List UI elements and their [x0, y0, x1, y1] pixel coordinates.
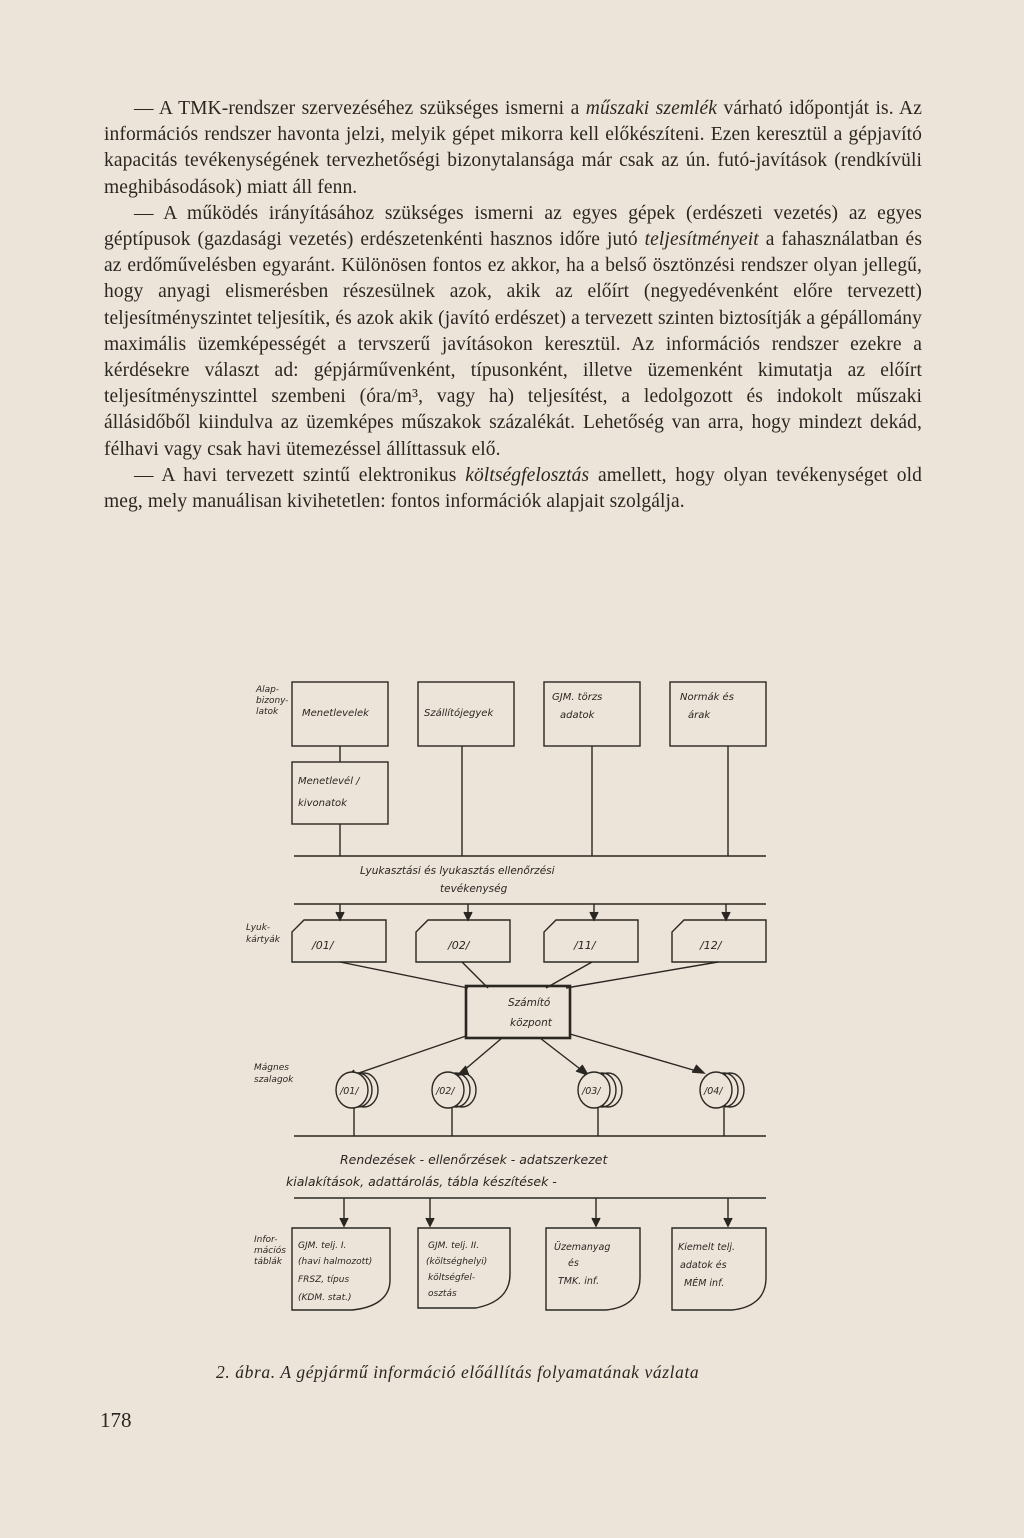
- svg-text:táblák: táblák: [254, 1257, 282, 1267]
- svg-text:Normák és: Normák és: [680, 692, 734, 703]
- svg-text:osztás: osztás: [428, 1289, 457, 1299]
- svg-text:központ: központ: [510, 1017, 552, 1029]
- svg-text:/12/: /12/: [700, 939, 722, 952]
- output-doc-gjm-telj-1: [292, 1228, 390, 1310]
- output-doc-uzemanyag: [546, 1228, 640, 1310]
- computer-center-box: [466, 986, 570, 1038]
- output-doc-gjm-telj-2: [418, 1228, 510, 1308]
- side-label-magnes: [254, 1063, 294, 1085]
- svg-text:(költséghelyi): (költséghelyi): [426, 1257, 488, 1267]
- svg-text:Számító: Számító: [508, 997, 551, 1009]
- svg-text:TMK. inf.: TMK. inf.: [558, 1276, 600, 1287]
- svg-text:adatok és: adatok és: [680, 1260, 727, 1271]
- svg-text:(KDM. stat.): (KDM. stat.): [298, 1293, 352, 1303]
- svg-text:kártyák: kártyák: [246, 935, 281, 945]
- svg-text:GJM. törzs: GJM. törzs: [552, 692, 603, 703]
- svg-text:Lyukasztási és lyukasztás elle: Lyukasztási és lyukasztás ellenőrzési: [360, 865, 555, 877]
- page-number: 178: [100, 1408, 132, 1432]
- svg-text:/02/: /02/: [448, 939, 470, 952]
- svg-text:Mágnes: Mágnes: [254, 1063, 289, 1073]
- svg-text:Rendezések - ellenőrzések - ad: Rendezések - ellenőrzések - adatszerkezet: [340, 1152, 608, 1167]
- svg-text:és: és: [568, 1258, 579, 1269]
- svg-text:tevékenység: tevékenység: [440, 883, 508, 895]
- punch-card-01: [292, 920, 386, 962]
- svg-text:Alap-: Alap-: [256, 685, 280, 695]
- svg-text:kivonatok: kivonatok: [298, 798, 347, 809]
- svg-text:Menetlevelek: Menetlevelek: [302, 708, 369, 719]
- output-doc-kiemelt: [672, 1228, 766, 1310]
- svg-text:FRSZ, típus: FRSZ, típus: [298, 1275, 350, 1285]
- svg-text:/03/: /03/: [582, 1086, 601, 1097]
- magnetic-tape-01: [336, 1072, 378, 1108]
- svg-text:/01/: /01/: [340, 1086, 359, 1097]
- paragraph-3: — A havi tervezett szintű elektronikus költségfelosztás amellett, hogy olyan tevékenységet old meg, mely manuálisan kivihetetlen: fontos információk alapjait szolgálja.: [104, 464, 922, 513]
- magnetic-tape-04: [700, 1072, 744, 1108]
- extract-box: [292, 762, 388, 824]
- svg-text:Szállítójegyek: Szállítójegyek: [424, 708, 494, 719]
- svg-text:árak: árak: [688, 710, 711, 721]
- svg-text:adatok: adatok: [560, 710, 595, 721]
- svg-text:/11/: /11/: [574, 939, 596, 952]
- side-label-alap: [255, 685, 288, 717]
- svg-text:latok: latok: [256, 707, 279, 717]
- paragraph-2: — A működés irányításához szükséges ismerni az egyes gépek (erdészeti vezetés) az egyes géptípusok (gazdasági vezetés) erdészetenkénti hasznos időre jutó teljesítményeit a fahasználatban és az erdőművelésben egyaránt. Különösen fontos ez akkor, ha a belső ösztönzési rendszer olyan jellegű, hogy anyagi elismerésben részesülnek azok, akik az előírt (negyedévenként előre tervezett) teljesítményszintet teljesítik, és azok akik (javító erdészet) a tervezett szinten biztosítják a gépállomány maximális üzemképességét a tervszerű javításokon keresztül. Az információs rendszer ezekre a kérdésekre választ ad: gépjárművenként, típusonként, illetve üzemenként kimutatja az előírt teljesítményszinttel szembeni (óra/m³, vagy ha) teljesítést, a ledolgozott és indokolt műszaki állásidőből kiindulva az üzemképes műszakok százalékát. Lehetőség van arra, hogy mindezt dekád, félhavi vagy csak havi ütemezéssel állíttassuk elő.: [104, 202, 923, 460]
- svg-text:Menetlevél /: Menetlevél /: [298, 776, 360, 787]
- svg-text:Üzemanyag: Üzemanyag: [554, 1242, 611, 1253]
- svg-text:szalagok: szalagok: [254, 1075, 294, 1085]
- svg-text:bizony-: bizony-: [256, 696, 289, 706]
- svg-text:Lyuk-: Lyuk-: [246, 923, 271, 933]
- svg-text:kialakítások, adattárolás, táb: kialakítások, adattárolás, tábla készítések -: [286, 1174, 557, 1189]
- side-label-infor: [254, 1235, 286, 1267]
- svg-text:/02/: /02/: [436, 1086, 455, 1097]
- body-text: [104, 96, 922, 515]
- svg-text:/01/: /01/: [312, 939, 334, 952]
- paragraph-1: — A TMK-rendszer szervezéséhez szükséges ismerni a műszaki szemlék várható időpontját is. Az információs rendszer havonta jelzi, melyik gépet mikorra kell előkészíteni. Ezen keresztül a gépjavító kapacitás tevékenységének tervezhetőségi bizonytalansága már csak az ún. futó-javítások (rendkívüli meghibásodások) miatt áll fenn.: [104, 98, 922, 198]
- magnetic-tape-02: [432, 1072, 476, 1108]
- flow-diagram: [240, 668, 800, 1318]
- svg-text:MÉM inf.: MÉM inf.: [684, 1278, 725, 1289]
- svg-text:(havi halmozott): (havi halmozott): [298, 1257, 373, 1267]
- figure-caption: 2. ábra. A gépjármű információ előállítás folyamatának vázlata: [216, 1362, 700, 1382]
- side-label-lyuk: [246, 923, 281, 945]
- svg-text:költségfel-: költségfel-: [428, 1273, 476, 1283]
- magnetic-tape-03: [578, 1072, 622, 1108]
- svg-text:/04/: /04/: [704, 1086, 723, 1097]
- svg-text:GJM. telj. II.: GJM. telj. II.: [428, 1241, 480, 1251]
- svg-text:mációs: mációs: [254, 1246, 286, 1256]
- svg-text:Kiemelt telj.: Kiemelt telj.: [678, 1242, 736, 1253]
- svg-text:Infor-: Infor-: [254, 1235, 278, 1245]
- svg-text:GJM. telj. I.: GJM. telj. I.: [298, 1241, 347, 1251]
